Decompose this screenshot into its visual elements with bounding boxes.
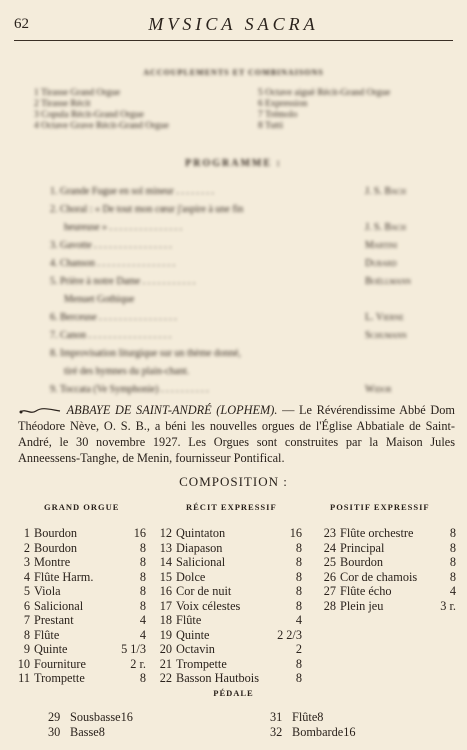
stop-number: 2	[23, 540, 30, 555]
accouplement-item: 1 Tirasse Grand Orgue	[34, 88, 121, 98]
programme-piece: Menuet Gothique	[64, 293, 135, 305]
stop-row	[270, 725, 414, 740]
stop-row	[10, 584, 146, 599]
programme-composer: L. Vierne	[365, 311, 404, 323]
stop-size: 2 r.	[130, 656, 146, 671]
programme-item	[50, 362, 440, 380]
stop-row	[316, 555, 456, 570]
programme-title: PROGRAMME :	[185, 158, 282, 169]
stop-number: 12	[159, 526, 172, 540]
stop-row	[152, 613, 302, 628]
abbaye-title: ABBAYE DE SAINT-ANDRÉ (LOPHEM).	[66, 403, 278, 417]
stop-size: 3 r.	[440, 598, 456, 613]
stop-name: Sousbasse	[70, 710, 121, 724]
stop-row	[10, 671, 146, 686]
programme-piece: 8. Improvisation liturgique sur un thème donné,	[50, 347, 241, 359]
stop-size: 5 1/3	[121, 642, 146, 656]
stop-size: 8	[449, 569, 456, 584]
accouplements-right	[258, 88, 390, 132]
stop-name: Diapason	[176, 540, 223, 555]
stop-name: Flûte écho	[340, 584, 392, 598]
programme-item	[50, 218, 440, 236]
stop-number: 1	[23, 526, 30, 540]
stop-row	[152, 555, 302, 570]
stop-size: 8	[317, 710, 324, 724]
composition-title: COMPOSITION :	[179, 474, 288, 489]
programme-piece: 9. Toccata (Ve Symphonie) . . . . . . . . . .	[50, 383, 209, 395]
programme-item	[50, 182, 440, 200]
pedale-left-stops	[48, 710, 192, 740]
stop-name: Octavin	[176, 642, 215, 656]
stop-size: 8	[139, 584, 146, 598]
stop-size: 8	[139, 540, 146, 555]
stop-name: Salicional	[34, 598, 84, 613]
stop-size: 16	[120, 710, 133, 724]
programme-piece: 1. Grande Fugue en sol mineur . . . . . . . .	[50, 185, 214, 197]
stop-name: Flûte	[292, 710, 318, 724]
stop-number: 32	[270, 725, 283, 739]
accouplement-item: 6 Expression	[258, 99, 308, 109]
stop-name: Trompette	[34, 671, 85, 685]
grand-orgue-stops	[10, 526, 146, 686]
running-title: MVSICA SACRA	[148, 14, 319, 34]
stop-size: 8	[295, 555, 302, 569]
stop-size: 2	[295, 642, 302, 656]
stop-row	[152, 657, 302, 672]
stop-row	[10, 657, 146, 672]
stop-number: 10	[17, 656, 30, 671]
stop-name: Quintaton	[176, 526, 226, 540]
stop-row	[316, 570, 456, 585]
stop-name: Basson Hautbois	[176, 671, 260, 685]
programme-composer: J. S. Bach	[365, 221, 406, 233]
stop-name: Bourdon	[340, 555, 384, 569]
programme-piece: 5. Prière à notre Dame . . . . . . . . . . .	[50, 275, 196, 287]
stop-number: 16	[159, 584, 172, 598]
stop-number: 28	[323, 598, 336, 613]
stop-row	[152, 642, 302, 657]
stop-name: Plein jeu	[340, 598, 384, 613]
stop-number: 6	[23, 598, 30, 613]
stop-size: 4	[139, 627, 146, 642]
stop-name: Quinte	[34, 642, 68, 656]
stop-number: 3	[23, 555, 30, 569]
stop-row	[152, 526, 302, 541]
stop-row	[10, 526, 146, 541]
stop-number: 8	[23, 627, 30, 642]
pedale-right-stops	[270, 710, 414, 740]
stop-row	[48, 725, 192, 740]
accouplement-item: 3 Copula Récit-Grand Orgue	[34, 110, 144, 120]
stop-name: Flûte Harm.	[34, 569, 94, 584]
stop-name: Principal	[340, 540, 385, 555]
stop-size: 8	[295, 598, 302, 613]
programme-piece: heureuse » . . . . . . . . . . . . . . .	[64, 221, 183, 233]
stop-size: 4	[295, 613, 302, 627]
stop-name: Viola	[34, 584, 61, 598]
programme-composer: Boëllmann	[365, 275, 411, 287]
stop-size: 16	[289, 526, 302, 540]
programme-item	[50, 308, 440, 326]
programme-piece: 7. Canon . . . . . . . . . . . . . . . . .	[50, 329, 172, 341]
abbaye-body: — Le Révérendissime Abbé Dom Théodore Nève, O. S. B., a béni les nouvelles orgues de l'Église Abbatiale de Saint-André, le 30 novembre 1927. Les Orgues sont construites par la Maison Jules Anneessens-Tanghe, de Menin, fournisseur Pontifical.	[18, 403, 455, 465]
stop-name: Prestant	[34, 613, 74, 627]
stop-name: Fourniture	[34, 656, 86, 671]
stop-row	[152, 599, 302, 614]
stop-number: 9	[23, 642, 30, 656]
page-header	[14, 14, 453, 36]
recit-stops	[152, 526, 302, 686]
programme-item	[50, 200, 440, 218]
stop-row	[152, 541, 302, 556]
accouplement-item: 2 Tirasse Récit	[34, 99, 91, 109]
stop-size: 8	[295, 656, 302, 671]
stop-row	[316, 526, 456, 541]
flourish-ornament	[18, 407, 62, 415]
recit-heading: RÉCIT EXPRESSIF	[186, 502, 277, 512]
stop-size: 8	[295, 540, 302, 555]
stop-row	[270, 710, 414, 725]
stop-name: Flûte	[34, 627, 60, 642]
page-number: 62	[14, 16, 29, 32]
stop-row	[10, 555, 146, 570]
stop-number: 5	[23, 584, 30, 598]
programme-composer: Martini	[365, 239, 398, 251]
stop-size: 16	[133, 526, 146, 540]
stop-name: Cor de chamois	[340, 569, 418, 584]
stop-name: Cor de nuit	[176, 584, 232, 598]
programme-piece: 3. Gavotte . . . . . . . . . . . . . . . .	[50, 239, 172, 251]
stop-row	[10, 599, 146, 614]
stop-row	[10, 642, 146, 657]
accouplement-item: 7 Trémolo	[258, 110, 298, 120]
programme-piece: tiré des hymnes du plain-chant.	[64, 365, 190, 377]
stop-size: 8	[295, 584, 302, 598]
stop-number: 23	[323, 526, 336, 540]
abbaye-paragraph	[18, 402, 455, 466]
stop-number: 24	[323, 540, 336, 555]
programme-item	[50, 344, 440, 362]
stop-size: 8	[449, 555, 456, 569]
stop-name: Basse	[70, 725, 99, 739]
stop-number: 19	[159, 627, 172, 642]
stop-row	[152, 584, 302, 599]
programme-piece: 4. Chanson . . . . . . . . . . . . . . . .	[50, 257, 175, 269]
programme-item	[50, 326, 440, 344]
header-rule	[14, 40, 453, 41]
stop-number: 30	[48, 725, 61, 739]
stop-number: 17	[159, 598, 172, 613]
programme-composer: Dubard	[365, 257, 397, 269]
positif-stops	[316, 526, 456, 613]
stop-name: Flûte	[176, 613, 202, 627]
stop-size: 8	[139, 555, 146, 569]
stop-number: 11	[18, 671, 30, 685]
stop-row	[152, 570, 302, 585]
programme-piece: 6. Berceuse . . . . . . . . . . . . . . . .	[50, 311, 177, 323]
stop-name: Montre	[34, 555, 71, 569]
stop-name: Trompette	[176, 656, 227, 671]
stop-number: 22	[159, 671, 172, 685]
stop-number: 14	[159, 555, 172, 569]
stop-number: 20	[159, 642, 172, 656]
stop-number: 21	[159, 656, 172, 671]
stop-name: Bourdon	[34, 526, 78, 540]
accouplement-item: 8 Tutti	[258, 121, 284, 131]
stop-row	[10, 628, 146, 643]
pedale-heading: PÉDALE	[213, 688, 254, 698]
stop-number: 26	[323, 569, 336, 584]
stop-row	[152, 628, 302, 643]
stop-name: Voix célestes	[176, 598, 241, 613]
accouplement-item: 4 Octave Grave Récit-Grand Orgue	[34, 121, 169, 131]
stop-size: 4	[449, 584, 456, 598]
stop-row	[10, 570, 146, 585]
stop-row	[152, 671, 302, 686]
stop-row	[316, 599, 456, 614]
stop-name: Flûte orchestre	[340, 526, 414, 540]
stop-number: 31	[270, 710, 283, 724]
stop-size: 8	[139, 598, 146, 613]
stop-row	[316, 584, 456, 599]
stop-number: 15	[159, 569, 172, 584]
accouplement-item: 5 Octave aiguë Récit-Grand Orgue	[258, 88, 391, 98]
stop-row	[10, 613, 146, 628]
programme-item	[50, 380, 440, 398]
accouplements-title: ACCOUPLEMENTS ET COMBINAISONS	[143, 68, 324, 77]
stop-size: 8	[98, 725, 105, 739]
stop-size: 4	[139, 613, 146, 627]
programme-composer: Widor	[365, 383, 392, 395]
programme-list	[50, 182, 440, 398]
stop-size: 8	[139, 569, 146, 584]
programme-composer: J. S. Bach	[365, 185, 406, 197]
stop-name: Bombarde	[292, 725, 344, 739]
stop-number: 4	[23, 569, 30, 584]
programme-item	[50, 236, 440, 254]
stop-size: 8	[449, 526, 456, 540]
positif-heading: POSITIF EXPRESSIF	[330, 502, 430, 512]
stop-size: 8	[139, 671, 146, 685]
stop-size: 8	[295, 671, 302, 685]
grand-orgue-heading: GRAND ORGUE	[44, 502, 120, 512]
programme-item	[50, 254, 440, 272]
stop-size: 2 2/3	[277, 627, 302, 642]
stop-row	[10, 541, 146, 556]
programme-composer: Schumann	[365, 329, 407, 341]
programme-piece: 2. Choral : « De tout mon cœur j'aspire à une fin	[50, 203, 244, 215]
stop-number: 13	[159, 540, 172, 555]
stop-size: 8	[449, 540, 456, 555]
stop-number: 7	[23, 613, 30, 627]
stop-row	[316, 541, 456, 556]
stop-name: Quinte	[176, 627, 210, 642]
stop-number: 29	[48, 710, 61, 724]
stop-number: 18	[159, 613, 172, 627]
stop-name: Dolce	[176, 569, 206, 584]
stop-size: 16	[343, 725, 356, 739]
stop-number: 25	[323, 555, 336, 569]
programme-item	[50, 272, 440, 290]
accouplements-left	[34, 88, 169, 132]
programme-item	[50, 290, 440, 308]
stop-row	[48, 710, 192, 725]
stop-name: Salicional	[176, 555, 226, 569]
stop-number: 27	[323, 584, 336, 598]
stop-size: 8	[295, 569, 302, 584]
stop-name: Bourdon	[34, 540, 78, 555]
